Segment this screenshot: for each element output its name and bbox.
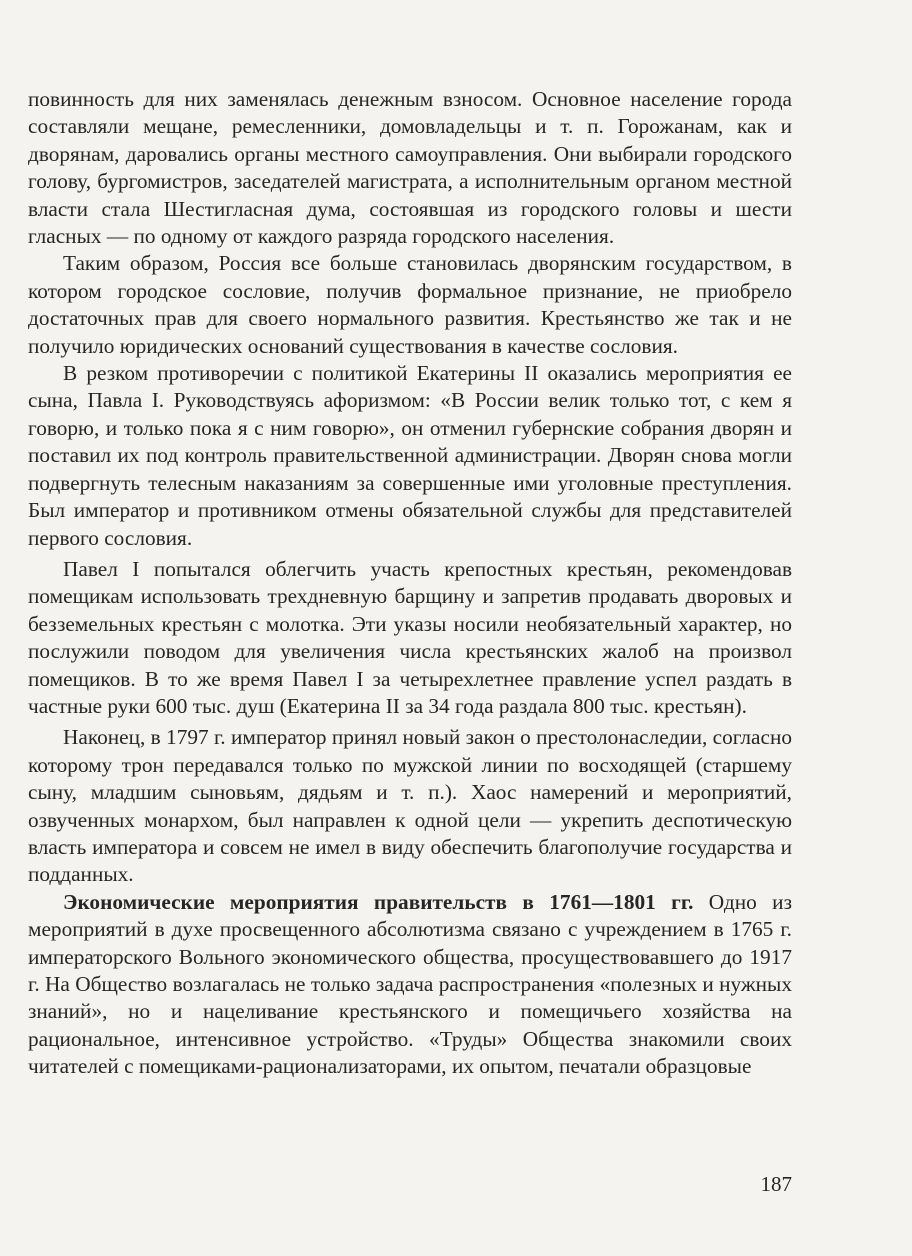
paragraph-2: Таким образом, Россия все больше становилась дворянским государством, в котором городское сословие, получив формальное признание, не приобрело достаточных прав для своего нормального развития. Крестьянство же так и не получило юридических оснований существования в качестве сословия.	[28, 251, 792, 358]
paragraph-1: повинность для них заменялась денежным взносом. Основное население города составляли мещане, ремесленники, домовладельцы и т. п. Горожанам, как и дворянам, даровались органы местного самоуправления. Они выбирали городского голову, бургомистров, заседателей магистрата, а исполнительным органом местной власти стала Шестигласная дума, состоявшая из городского головы и шести гласных — по одному от каждого разряда городского населения.	[28, 87, 792, 249]
section-heading: Экономические мероприятия правительств в 1761—1801 гг.	[63, 889, 694, 914]
paragraph-4: Павел I попытался облегчить участь крепостных крестьян, рекомендовав помещикам использовать трехдневную барщину и запретив продавать дворовых и безземельных крестьян с молотка. Эти указы носили необязательный характер, но послужили поводом для увеличения числа крестьянских жалоб на произвол помещиков. В то же время Павел I за четырехлетнее правление успел раздать в частные руки 600 тыс. душ (Екатерина II за 34 года раздала 800 тыс. крестьян).	[28, 556, 792, 718]
body-text	[28, 86, 792, 1081]
paragraph-3: В резком противоречии с политикой Екатерины II оказались мероприятия ее сына, Павла I. Руководствуясь афоризмом: «В России велик только тот, с кем я говорю, и только пока я с ним говорю», он отменил губернские собрания дворян и поставил их под контроль правительственной администрации. Дворян снова могли подвергнуть телесным наказаниям за совершенные ими уголовные преступления. Был император и противником отмены обязательной службы для представителей первого сословия.	[28, 361, 792, 550]
section-text: Одно из мероприятий в духе просвещенного абсолютизма связано с учреждением в 1765 г. императорского Вольного экономического общества, просуществовавшего до 1917 г. На Общество возлагалась не только задача распространения «полезных и нужных знаний», но и нацеливание крестьянского и помещичьего хозяйства на рациональное, интенсивное устройство. «Труды» Общества знакомили своих читателей с помещиками-рационализаторами, их опытом, печатали образцовые	[28, 889, 792, 1079]
section-paragraph	[28, 889, 792, 1081]
page-number: 187	[760, 1172, 792, 1196]
paragraph-5: Наконец, в 1797 г. император принял новый закон о престолонаследии, согласно которому трон передавался только по мужской линии по восходящей (старшему сыну, младшим сыновьям, дядьям и т. п.). Хаос намерений и мероприятий, озвученных монархом, был направлен к одной цели — укрепить деспотическую власть императора и совсем не имел в виду обеспечить благополучие государства и подданных.	[28, 725, 792, 887]
